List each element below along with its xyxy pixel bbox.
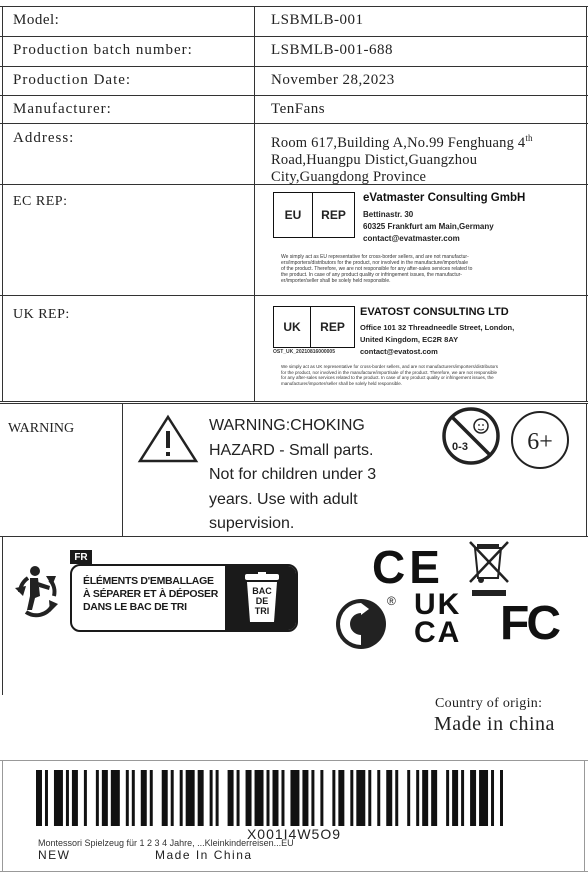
batch-label: Production batch number: [13, 42, 193, 58]
barcode-bar [302, 770, 308, 826]
ec-rep-badge [273, 192, 355, 238]
warning-divider [122, 403, 123, 537]
green-dot-icon [334, 597, 388, 651]
barcode-bar [311, 770, 314, 826]
barcode-bar [422, 770, 428, 826]
barcode-bar [446, 770, 449, 826]
barcode-bar [431, 770, 437, 826]
ukca-top: UK [414, 588, 462, 621]
age-badge-text: 0-3 [452, 441, 468, 453]
address-line-3: City,Guangdong Province [271, 168, 427, 185]
uk-address-line-2: United Kingdom, EC2R 8AY [360, 335, 459, 344]
barcode-bar [210, 770, 213, 826]
barcode-bar [66, 770, 69, 826]
age-6-plus-icon [509, 409, 571, 471]
address-value [271, 130, 533, 186]
barcode-bar [36, 770, 42, 826]
barcode-bar [228, 770, 234, 826]
ec-address [363, 209, 494, 245]
marks-border [2, 537, 3, 695]
barcode-bar [479, 770, 488, 826]
uk-rep-badge [273, 306, 355, 348]
ec-email: contact@evatmaster.com [363, 234, 460, 243]
barcode-number: X001I4W5O9 [246, 826, 342, 842]
barcode-bar [338, 770, 344, 826]
table-divider [0, 95, 588, 96]
bin-text: DE [255, 596, 269, 606]
warning-line: WARNING:CHOKING [209, 417, 365, 434]
model-value: LSBMLB-001 [271, 12, 364, 28]
uk-disclaimer-line: for the product, nor involved in the manufacture/import/sale of the product. Therefore, we are not responsible [281, 369, 498, 375]
bin-panel [225, 566, 298, 632]
warning-border [0, 403, 588, 404]
barcode-bar [111, 770, 120, 826]
warning-triangle-icon [137, 414, 199, 464]
address-superscript: th [525, 133, 533, 143]
uk-address [360, 322, 514, 358]
ukca-bottom: CA [414, 616, 462, 649]
barcode-bar [246, 770, 252, 826]
warning-line: years. Use with adult [209, 490, 358, 508]
barcode-label-border [584, 760, 585, 872]
ec-disclaimer-line: er/importer/seller shall be solely held responsible. [281, 278, 391, 284]
registered-mark: ® [387, 594, 396, 608]
barcode-bar [407, 770, 410, 826]
warning-line: supervision. [209, 515, 295, 532]
address-label: Address: [13, 130, 75, 146]
table-column-divider [254, 6, 255, 402]
barcode-bar [386, 770, 392, 826]
barcode-bar [273, 770, 279, 826]
barcode-bar [96, 770, 99, 826]
condition-text: NEW [38, 848, 71, 862]
barcode-bar [470, 770, 476, 826]
barcode-bar [416, 770, 419, 826]
barcode-bar [255, 770, 264, 826]
barcode-bar [84, 770, 87, 826]
barcode-bar [452, 770, 458, 826]
ec-disclaimer-line: We simply act as EU representative for cross-border sellers, and are not manufactur- [281, 254, 469, 260]
ec-disclaimer-line: the product. In case of any product quality or infringement issues, the manufactur- [281, 272, 462, 278]
barcode-bar [368, 770, 371, 826]
barcode-bar [216, 770, 219, 826]
ec-disclaimer-line: ers/importers/distributors for the product, nor involved in the manufacture/import/sale [281, 260, 469, 266]
barcode-bar [350, 770, 353, 826]
made-in-text: Made In China [155, 848, 253, 862]
triman-line: DANS LE BAC DE TRI [83, 601, 187, 613]
barcode-bar [102, 770, 108, 826]
bin-text: TRI [254, 606, 270, 616]
barcode-label-border [0, 871, 588, 872]
barcode-bar [141, 770, 147, 826]
ec-rep-label: EC REP: [13, 194, 68, 209]
uk-company-name: EVATOST CONSULTING LTD [360, 306, 509, 318]
barcode-bar [356, 770, 365, 826]
barcode-bar [320, 770, 323, 826]
ec-address-line-2: 60325 Frankfurt am Main,Germany [363, 222, 494, 231]
warning-line: Not for children under 3 [209, 466, 377, 483]
uk-address-line-1: Office 101 32 Threadneedle Street, London, [360, 323, 515, 332]
address-line-1: Room 617,Building A,No.99 Fenghuang 4 [271, 134, 526, 151]
address-line-2: Road,Huangpu Distict,Guangzhou [271, 151, 478, 168]
ec-company-name: eVatmaster Consulting GmbH [363, 192, 526, 204]
barcode-bar [132, 770, 135, 826]
barcode-bar [395, 770, 398, 826]
weee-crossed-bin-icon [466, 540, 512, 598]
table-divider [0, 401, 588, 402]
uk-rep-badge-left: UK [274, 307, 311, 347]
triman-line: À SÉPARER ET À DÉPOSER [83, 588, 218, 600]
model-label: Model: [13, 12, 60, 28]
uk-disclaimer-line: We simply act as UK representative for cross-border sellers, and are not manufacturers/importers/distributors [281, 364, 498, 369]
date-value: November 28,2023 [271, 72, 395, 88]
table-divider [0, 123, 588, 124]
batch-value: LSBMLB-001-688 [271, 42, 394, 58]
table-border [0, 6, 588, 7]
bin-text: BAC [252, 586, 272, 596]
warning-text [209, 414, 376, 537]
barcode-bar [461, 770, 464, 826]
barcode-bar [267, 770, 270, 826]
triman-icon [6, 562, 66, 620]
barcode-bar [377, 770, 380, 826]
triman-info-box [70, 564, 298, 632]
barcode-label-border [0, 760, 588, 761]
barcode-bar [332, 770, 335, 826]
warning-line: HAZARD - Small parts. [209, 441, 374, 459]
manufacturer-value: TenFans [271, 101, 326, 117]
table-divider [0, 36, 588, 37]
uk-rep-label: UK REP: [13, 307, 70, 322]
ce-mark: CE [372, 541, 444, 593]
manufacturer-label: Manufacturer: [13, 101, 112, 117]
barcode-bar [500, 770, 503, 826]
barcode-bar [180, 770, 183, 826]
origin-value: Made in china [434, 713, 555, 735]
uk-email: contact@evatost.com [360, 347, 438, 356]
uk-disclaimer-line: for any after-sales services related to the product. In case of any product quality or infringement issues, the [281, 375, 494, 380]
uk-rep-badge-right: REP [320, 320, 345, 334]
barcode-bar [45, 770, 48, 826]
barcode-bar [171, 770, 174, 826]
uk-rep-code: OST_UK_20210816000005 [273, 349, 335, 355]
ec-address-line-1: Bettinastr. 30 [363, 210, 414, 219]
date-label: Production Date: [13, 72, 132, 88]
uk-disclaimer [281, 364, 581, 386]
origin-label: Country of origin: [435, 696, 543, 711]
barcode-image [36, 770, 506, 826]
no-under-3-icon [440, 405, 502, 467]
ec-disclaimer-line: of the product. Therefore, we are not responsible for any after-sales services related to [281, 266, 473, 272]
barcode-bar [198, 770, 204, 826]
barcode-bar [491, 770, 494, 826]
barcode-bar [72, 770, 78, 826]
table-border [2, 6, 3, 402]
barcode-bar [237, 770, 240, 826]
barcode-bar [186, 770, 195, 826]
table-divider [0, 295, 588, 296]
fcc-mark: FC [500, 597, 558, 650]
barcode-bar [290, 770, 299, 826]
barcode-label-border [2, 760, 3, 872]
uk-disclaimer-line: manufacturer/importer/seller shall be solely held responsible. [281, 380, 403, 386]
triman-line: ÉLÉMENTS D'EMBALLAGE [83, 575, 214, 587]
barcode-bar [162, 770, 168, 826]
ukca-mark [414, 588, 462, 649]
sorting-bin-icon [243, 572, 281, 626]
age-plus-text: 6+ [527, 429, 553, 455]
fr-tag: FR [70, 550, 92, 564]
barcode-description: Montessori Spielzeug für 1 2 3 4 Jahre, ...Kleinkinderreisen...EU [38, 838, 294, 848]
ec-disclaimer [281, 254, 581, 284]
ec-rep-badge-right: REP [321, 208, 346, 222]
warning-label: WARNING [8, 421, 75, 436]
table-border [586, 6, 587, 402]
barcode-bar [126, 770, 129, 826]
barcode-bar [281, 770, 284, 826]
barcode-bar [54, 770, 63, 826]
warning-border [586, 403, 587, 537]
barcode-bar [150, 770, 153, 826]
ec-rep-badge-left: EU [274, 193, 313, 237]
triman-text [83, 575, 218, 614]
table-divider [0, 66, 588, 67]
